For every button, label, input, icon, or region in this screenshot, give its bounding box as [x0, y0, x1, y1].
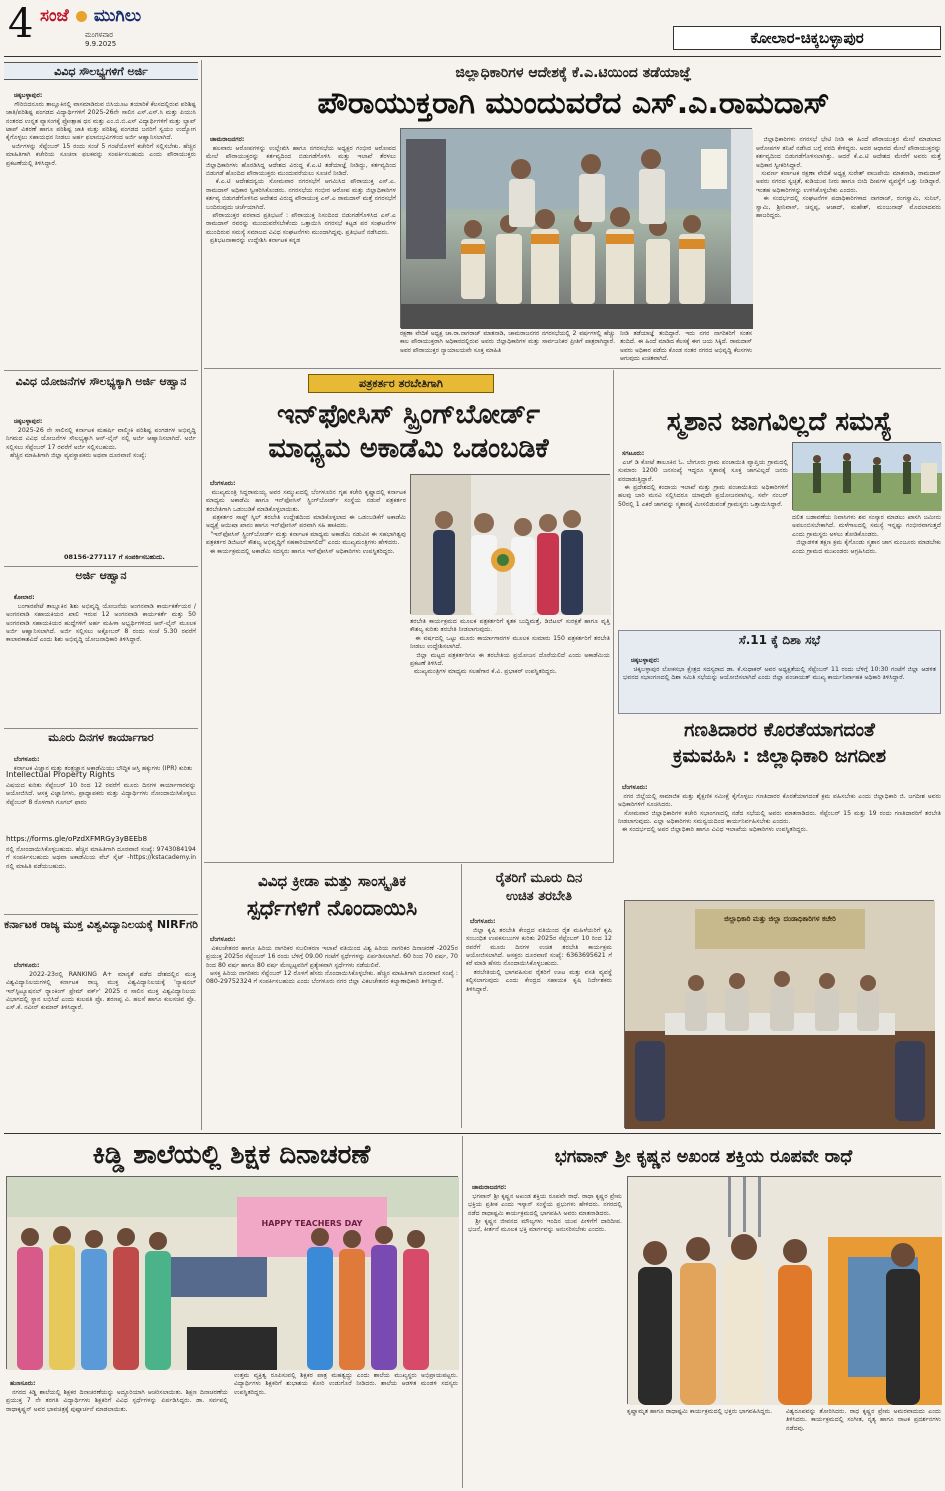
article-body: ನಗರ ಜಿಲ್ಲೆಯಲ್ಲಿ ಸಾಮಾಜಿಕ ಮತ್ತು ಶೈಕ್ಷಣಿಕ ಸಮೀಕ್ಷೆ ಕೈಗೊಳ್ಳಲು ಗಣತಿದಾರರ ಕೊರತೆಯಾಗದಂತೆ ಕ್ರಮ ವಹಿಸಬೇಕು ಎಂದು ಜಿಲ್ಲಾಧಿಕಾರಿ ಜಿ. ಜಗದೀಶ ಅವರು ಅಧಿಕಾರಿಗಳಿಗೆ ಸೂಚಿಸಿದರು. ಸೋಮವಾರ ಜಿಲ್ಲಾಧಿಕಾರಿಗಳ ಕಚೇರಿ ಸಭಾಂಗಣದಲ್ಲಿ ನಡೆದ ಸಭೆಯಲ್ಲಿ ಅವರು ಮಾತನಾಡಿದರು. ಸೆಪ್ಟೆಂಬರ್ 15 ಮತ್ತು 19 ರಂದು ಗಣತಿದಾರರಿಗೆ ತರಬೇತಿ ನೀಡಲಾಗುವುದು. ಎಲ್ಲಾ ಅಧಿಕಾರಿಗಳು ಸಮನ್ವಯದಿಂದ ಕಾರ್ಯನಿರ್ವಹಿಸಬೇಕು ಎಂದರು. ಈ ಸಂದರ್ಭದಲ್ಲಿ ಅಪರ ಜಿಲ್ಲಾಧಿಕಾರಿ ಹಾಗೂ ವಿವಿಧ ಇಲಾಖೆಯ ಅಧಿಕಾರಿಗಳು ಉಪಸ್ಥಿತರಿದ್ದರು. [618, 792, 941, 834]
teachers-group-illustration [7, 1177, 459, 1370]
sports-headline-2: ಸ್ಪರ್ಧೆಗಳಿಗೆ ನೊಂದಾಯಿಸಿ [246, 896, 418, 920]
teachers-day-banner: HAPPY TEACHERS DAY [261, 1219, 363, 1228]
lead-column-1 [206, 128, 396, 334]
sidebar-title: ಕರ್ನಾಟಕ ರಾಜ್ಯ ಮುಕ್ತ ವಿಶ್ವವಿದ್ಯಾನಿಲಯಕ್ಕೆ NIRFಗರಿ [4, 918, 198, 931]
teachers-photo [6, 1176, 458, 1369]
article-body: ಕರ್ನಾಟಕ ವಿಜ್ಞಾನ ಮತ್ತು ತಂತ್ರಜ್ಞಾನ ಅಕಾಡೆಮಿಯು ಬೌದ್ಧಿಕ ಆಸ್ತಿ ಹಕ್ಕುಗಳು (IPR) ಕುರಿತು [13, 764, 193, 772]
phone-number: 08156-277117 ಗೆ ಸಂಪರ್ಕಿಸಬಹುದು. [64, 553, 165, 561]
teachers-column-2: ಉತ್ತಮ ವ್ಯಕ್ತಿತ್ವ ರೂಪಿಸುವಲ್ಲಿ ಶಿಕ್ಷಕರ ಪಾತ್ರ ಮಹತ್ವದ್ದು ಎಂದು ಶಾಲೆಯ ಮುಖ್ಯಸ್ಥರು ಅಭಿಪ್ರಾಯಪಟ್ಟರು. ವಿದ್ಯಾರ್ಥಿಗಳು ಶಿಕ್ಷಕರಿಗೆ ಶುಭಾಶಯ ಕೋರಿ ಉಡುಗೊರೆ ನೀಡಿದರು. ಶಾಲೆಯ ಆಡಳಿತ ಮಂಡಳಿ ಸದಸ್ಯರು ಉಪಸ್ಥಿತರಿದ್ದರು. [234, 1372, 460, 1396]
ganati-body [618, 776, 941, 896]
radha-photo-caption: ಕೃಷ್ಣಾಮೃತ ಹಾಗೂ ರಾಧಾಷ್ಟಮಿ ಕಾರ್ಯಕ್ರಮದಲ್ಲಿ ಭಕ್ತರು ಭಾಗವಹಿಸಿದ್ದರು. [627, 1408, 773, 1415]
article-body: ಜಿಲ್ಲಾ ಕೃಷಿ ತರಬೇತಿ ಕೇಂದ್ರದ ವತಿಯಿಂದ ರೈತ ಮಹಿಳೆಯರಿಗೆ ಕೃಷಿ ಸಂಬಂಧಿತ ಉಪಕಸುಬುಗಳ ಕುರಿತು 2025ರ ಸೆಪ್ಟೆಂಬರ್ 10 ರಿಂದ 12 ರವರೆಗೆ ಮೂರು ದಿನಗಳ ಉಚಿತ ತರಬೇತಿ ಕಾರ್ಯಕ್ರಮ ಆಯೋಜಿಸಲಾಗಿದೆ. ಆಸಕ್ತರು ದೂರವಾಣಿ ಸಂಖ್ಯೆ: 6363695621 ಗೆ ಕರೆ ಮಾಡಿ ಹೆಸರು ನೊಂದಾಯಿಸಿಕೊಳ್ಳಬಹುದು. ತರಬೇತಿಯಲ್ಲಿ ಭಾಗವಹಿಸುವ ರೈತರಿಗೆ ಊಟ ಮತ್ತು ವಸತಿ ವ್ಯವಸ್ಥೆ ಕಲ್ಪಿಸಲಾಗುವುದು ಎಂದು ಕೇಂದ್ರದ ಸಹಾಯಕ ಕೃಷಿ ನಿರ್ದೇಶಕರು ತಿಳಿಸಿದ್ದಾರೆ. [466, 926, 612, 993]
sidebar [4, 62, 198, 1128]
paper-logo [40, 6, 175, 32]
radha-column-2: ವಿಶ್ವರೂಪವನ್ನು ತೋರಿಸಿದರು. ರಾಧ ಕೃಷ್ಣರ ಪ್ರೇಮ ಅಮರವಾದುದು ಎಂದು ತಿಳಿಸಿದರು. ಕಾರ್ಯಕ್ರಮದಲ್ಲಿ ಸಂಗೀತ, ನೃತ್ಯ ಹಾಗೂ ನಾಟಕ ಪ್ರದರ್ಶನಗಳು ನಡೆದವು. [786, 1408, 943, 1432]
dateline: ಕೋಲಾರ: [13, 594, 35, 602]
disha-notice [618, 630, 941, 714]
sidebar-item-application-heading [4, 568, 198, 584]
section-title: ಕೋಲಾರ-ಚಿಕ್ಕಬಳ್ಳಾಪುರ [750, 29, 864, 47]
article-body: ಮುಖ್ಯಮಂತ್ರಿ ಸಿದ್ದರಾಮಯ್ಯ ಅವರ ಸಮ್ಮುಖದಲ್ಲಿ ಬೆಂಗಳೂರಿನ ಗೃಹ ಕಚೇರಿ ಕೃಷ್ಣಾದಲ್ಲಿ ಕರ್ನಾಟಕ ಮಾಧ್ಯಮ ಅಕಾಡೆಮಿ ಹಾಗೂ ಇನ್‌ಫೋಸಿಸ್ ಸ್ಪ್ರಿಂಗ್‌ಬೋರ್ಡ್ ಸಂಸ್ಥೆಯ ನಡುವೆ ಪತ್ರಕರ್ತರ ತರಬೇತಿಗಾಗಿ ಒಡಂಬಡಿಕೆ ಮಾಡಿಕೊಳ್ಳಲಾಯಿತು. ಪತ್ರಕರ್ತರ ಸಾಫ್ಟ್ ಸ್ಕಿಲ್ ತರಬೇತಿ ಉದ್ದೇಶದಿಂದ ಮಾಡಿಕೊಳ್ಳಲಾದ ಈ ಒಡಂಬಡಿಕೆಗೆ ಅಕಾಡೆಮಿ ಅಧ್ಯಕ್ಷೆ ಆಯಿಷಾ ಖಾನಂ ಹಾಗೂ ಇನ್‌ಫೋಸಿಸ್ ಪರವಾಗಿ ಸಹಿ ಹಾಕಿದರು. "ಇನ್‌ಫೋಸಿಸ್ ಸ್ಪ್ರಿಂಗ್‌ಬೋರ್ಡ್ ಮತ್ತು ಕರ್ನಾಟಕ ಮಾಧ್ಯಮ ಅಕಾಡೆಮಿ ನಡುವಿನ ಈ ಸಹಭಾಗಿತ್ವವು ಪತ್ರಕರ್ತರ ಡಿಜಿಟಲ್ ಕೌಶಲ್ಯ ಅಭಿವೃದ್ಧಿಗೆ ಸಹಕಾರಿಯಾಗಲಿದೆ" ಎಂದು ಮುಖ್ಯಮಂತ್ರಿಗಳು ಹೇಳಿದರು. ಈ ಕಾರ್ಯಕ್ರಮದಲ್ಲಿ ಅಕಾಡೆಮಿ ಸದಸ್ಯರು ಹಾಗೂ ಇನ್‌ಫೋಸಿಸ್ ಅಧಿಕಾರಿಗಳು ಉಪಸ್ಥಿತರಿದ್ದರು. [206, 488, 407, 555]
dateline: ಚಿಕ್ಕಬಳ್ಳಾಪುರ: [630, 657, 660, 665]
ganati-headline-1: ಗಣತಿದಾರರ ಕೊರತೆಯಾಗದಂತೆ [684, 719, 875, 741]
lead-kicker: ಜಿಲ್ಲಾಧಿಕಾರಿಗಳ ಆದೇಶಕ್ಕೆ ಕೆ.ಎ.ಟಿಯಿಂದ ತಡೆಯಾಜ್ಞೆ [455, 65, 692, 81]
radha-photo [627, 1176, 941, 1404]
paper-name-a: ಸಂಜೆ [40, 6, 69, 26]
smashana-column-1 [618, 442, 788, 562]
radha-column-1 [468, 1176, 622, 1486]
story-tag-label: ಪತ್ರಕರ್ತರ ತರಬೇತಿಗಾಗಿ [359, 377, 443, 390]
dateline: ಚಾಮರಾಜನಗರ: [471, 1184, 507, 1192]
article-body: 2025-26 ನೇ ಸಾಲಿನಲ್ಲಿ ಕರ್ನಾಟಕ ಮಹರ್ಷಿ ವಾಲ್ಮೀಕಿ ಪರಿಶಿಷ್ಟ ಪಂಗಡಗಳ ಅಭಿವೃದ್ಧಿ ನಿಗಮದ ವಿವಿಧ ಯೋಜನೆಗಳ ಸೌಲಭ್ಯಕ್ಕಾಗಿ ಆನ್-ಲೈನ್ ನಲ್ಲಿ ಅರ್ಜಿ ಆಹ್ವಾನಿಸಲಾಗಿದೆ. ಅರ್ಜಿ ಸಲ್ಲಿಸಲು ಸೆಪ್ಟೆಂಬರ್ 17 ರವರೆಗೆ ಅರ್ಜಿ ಸಲ್ಲಿಸಬಹುದು. ಹೆಚ್ಚಿನ ಮಾಹಿತಿಗಾಗಿ ಜಿಲ್ಲಾ ವ್ಯವಸ್ಥಾಪಕರು ಅಥವಾ ದೂರವಾಣಿ ಸಂಖ್ಯೆ: [6, 426, 196, 460]
article-body: ಭಗವಾನ್ ಶ್ರೀ ಕೃಷ್ಣನ ಅಖಂಡ ಶಕ್ತಿಯ ರೂಪವೇ ರಾಧೆ. ರಾಧಾ ಕೃಷ್ಣರ ಪ್ರೇಮ ಭಕ್ತಿಯ ಪ್ರತೀಕ ಎಂದು ಇಸ್ಕಾನ್ ಸಂಸ್ಥೆಯ ಪ್ರಭುಗಳು ಹೇಳಿದರು. ನಗರದಲ್ಲಿ ನಡೆದ ರಾಧಾಷ್ಟಮಿ ಕಾರ್ಯಕ್ರಮದಲ್ಲಿ ಭಾಗವಹಿಸಿ ಅವರು ಮಾತನಾಡಿದರು. ಶ್ರೀ ಕೃಷ್ಣನ ಜೀವನದ ಮೌಲ್ಯಗಳು ಇಂದಿನ ಯುವ ಪೀಳಿಗೆಗೆ ದಾರಿದೀಪ. ಭಜನೆ, ಕೀರ್ತನೆ ಮೂಲಕ ಭಕ್ತಿ ಮಾರ್ಗವನ್ನು ಅನುಸರಿಸಬೇಕು ಎಂದರು. [468, 1192, 622, 1234]
devotees-photo-illustration [628, 1177, 942, 1405]
farmers-body [466, 910, 612, 1124]
sports-body [206, 928, 458, 1124]
sports-headline-1: ವಿವಿಧ ಕ್ರೀಡಾ ಮತ್ತು ಸಾಂಸ್ಕೃತಿಕ [258, 872, 406, 890]
section-banner [673, 26, 941, 50]
smashana-column-2: ದಲಿತ ಬಡಾವಣೆಯ ನಿವಾಸಿಗಳು ಶವ ಸಂಸ್ಕಾರ ಮಾಡಲು ಖಾಸಗಿ ಜಮೀನು ಅವಲಂಬಿಸಬೇಕಾಗಿದೆ. ಮಳೆಗಾಲದಲ್ಲಿ ಸಮಸ್ಯೆ ಇನ್ನಷ್ಟು ಗಂಭೀರವಾಗುತ್ತದೆ ಎಂದು ಗ್ರಾಮಸ್ಥರು ಅಳಲು ತೋಡಿಕೊಂಡರು. ಜಿಲ್ಲಾಡಳಿತ ತಕ್ಷಣ ಕ್ರಮ ಕೈಗೊಂಡು ಸ್ಮಶಾನ ಜಾಗ ಮಂಜೂರು ಮಾಡಬೇಕು ಎಂದು ಗ್ರಾಮದ ಮುಖಂಡರು ಆಗ್ರಹಿಸಿದರು. [792, 514, 942, 555]
infosys-photo [410, 474, 610, 614]
article-body: ಎಚ್ ಡಿ ಕೋಟೆ ತಾಲೂಕಿನ ಓ. ಬೇಗೂರು ಗ್ರಾಮ ಪಂಚಾಯಿತಿ ವ್ಯಾಪ್ತಿಯ ಗ್ರಾಮದಲ್ಲಿ ಸುಮಾರು 1200 ಜನಸಂಖ್ಯೆ ಇದ್ದರೂ ಸ್ಮಶಾನಕ್ಕೆ ಸೂಕ್ತ ಜಾಗವಿಲ್ಲದೆ ಜನರು ಪರದಾಡುತ್ತಿದ್ದಾರೆ. ಈ ಪ್ರದೇಶದಲ್ಲಿ ಕಂದಾಯ ಇಲಾಖೆ ಮತ್ತು ಗ್ರಾಮ ಪಂಚಾಯಿತಿಯ ಅಧಿಕಾರಿಗಳಿಗೆ ಹಲವು ಬಾರಿ ಮನವಿ ಸಲ್ಲಿಸಿದರೂ ಯಾವುದೇ ಪ್ರಯೋಜನವಾಗಿಲ್ಲ. ಸರ್ವೆ ನಂಬರ್ 50ರಲ್ಲಿ 1 ಎಕರೆ ಜಾಗವನ್ನು ಸ್ಮಶಾನಕ್ಕೆ ಮೀಸಲಿಡುವಂತೆ ಗ್ರಾಮಸ್ಥರು ಒತ್ತಾಯಿಸಿದ್ದಾರೆ. [618, 458, 789, 508]
sidebar-article [6, 586, 196, 726]
office-sign: ಜಿಲ್ಲಾಧಿಕಾರಿ ಮತ್ತು ಜಿಲ್ಲಾ ದಂಡಾಧಿಕಾರಿಗಳ ಕಚೇರಿ [724, 915, 836, 923]
article-body: ಜಿಲ್ಲಾಧಿಕಾರಿಗಳು ನಗರಸಭೆ ಭೇಟಿ ನೀಡಿ ಈ ಹಿಂದೆ ಪೌರಾಯುಕ್ತರ ಮೇಲೆ ಮಾಡಲಾದ ಆರೋಪಗಳ ತನಿಖೆ ನಡೆಸಿದ ಬಗ್ಗೆ ವರದಿ ಕೇಳಿದ್ದರು. ಅದರ ಆಧಾರದ ಮೇಲೆ ಪೌರಾಯುಕ್ತರನ್ನು ಕರ್ತವ್ಯದಿಂದ ಬಿಡುಗಡೆಗೊಳಿಸಲಾಗಿತ್ತು. ಆದರೆ ಕೆ.ಎ.ಟಿ ಆದೇಶದ ಮೇರೆಗೆ ಅವರು ಮತ್ತೆ ಅಧಿಕಾರ ಸ್ವೀಕರಿಸಿದ್ದಾರೆ. ಸುವರ್ಣ ಕರ್ನಾಟಕ ರಕ್ಷಣಾ ವೇದಿಕೆ ಅಧ್ಯಕ್ಷ ಸುರೇಶ್ ವಾಜಪೇಯಿ ಮಾತನಾಡಿ, ರಾಮದಾಸ್ ಅವರು ನಗರದ ಸ್ವಚ್ಛತೆ, ಕುಡಿಯುವ ನೀರು ಹಾಗೂ ಬೀದಿ ದೀಪಗಳ ವ್ಯವಸ್ಥೆಗೆ ಒತ್ತು ನೀಡಿದ್ದಾರೆ. ಇಂತಹ ಅಧಿಕಾರಿಗಳನ್ನು ಉಳಿಸಿಕೊಳ್ಳಬೇಕು ಎಂದರು. ಈ ಸಂದರ್ಭದಲ್ಲಿ ಸಂಘಟನೆಗಳ ಪದಾಧಿಕಾರಿಗಳಾದ ನಾಗರಾಜ್, ರಂಗಸ್ವಾಮಿ, ಸುನಿಲ್, ಸ್ವಾಮಿ, ಶ್ರೀನಿವಾಸ್, ಚನ್ನಪ್ಪ, ಆಜಾದ್, ಮಹೇಶ್, ಮಂಜುನಾಥ್ ಮೊದಲಾದವರು ಹಾಜರಿದ್ದರು. [756, 136, 942, 220]
protest-photo-illustration [401, 129, 753, 329]
article-body: ನಲ್ಲಿ ನೋಂದಾಯಿಸಿಕೊಳ್ಳಬಹುದು. ಹೆಚ್ಚಿನ ಮಾಹಿತಿಗಾಗಿ ದೂರವಾಣಿ ಸಂಖ್ಯೆ: 9743084194 ಗೆ ಸಂಪರ್ಕಿಸಬಹುದು ಅಥವಾ ಅಕಾಡೆಮಿಯ ವೆಬ್ ಸೈಟ್ -https://kstacademy.in ನಲ್ಲಿ ಮಾಹಿತಿ ಪಡೆಯಬಹುದು. [6, 846, 198, 870]
sidebar-item-university-heading [4, 917, 198, 951]
field-photo-illustration [793, 443, 942, 511]
disha-title: ಸೆ.11 ಕ್ಕೆ ದಿಶಾ ಸಭೆ [738, 633, 821, 647]
dateline: ಬೆಂಗಳೂರು: [13, 962, 40, 970]
sidebar-title: ಮೂರು ದಿನಗಳ ಕಾರ್ಯಾಗಾರ [48, 731, 154, 744]
smashana-headline: ಸ್ಮಶಾನ ಜಾಗವಿಲ್ಲದೆ ಸಮಸ್ಯೆ [666, 407, 893, 437]
lead-photo-caption: ರಕ್ಷಣಾ ವೇದಿಕೆ ಅಧ್ಯಕ್ಷ ಚಾ.ರಾ.ನಾಗರಾಜ್ ಮಾತನಾಡಿ, ಚಾಮರಾಜನಗರ ನಗರಸಭೆಯಲ್ಲಿ 2 ವರ್ಷಗಳಲ್ಲಿ ಹೆಚ್ಚು ಕಾಲ ಪೌರಾಯುಕ್ತರಾಗಿ ಅಧಿಕಾರದಲ್ಲಿರುವ ಅವರು ಜಿಲ್ಲಾಧಿಕಾರಿಗಳ ಮತ್ತು ಸಾರ್ವಜನಿಕರ ಪ್ರೀತಿಗೆ ಪಾತ್ರರಾಗಿದ್ದಾರೆ. ಅವರ ಪೌರಾಯುಕ್ತರ ನ್ಯಾಯಾಲಯವೇ ಸೂಕ್ತ ಮಾಹಿತಿ [400, 330, 617, 354]
ganati-headline-2: ಕ್ರಮವಹಿಸಿ : ಜಿಲ್ಲಾಧಿಕಾರಿ ಜಗದೀಶ [672, 745, 887, 767]
dateline: ಹುಣಸೂರು: [9, 1380, 36, 1388]
radha-headline: ಭಗವಾನ್ ಶ್ರೀ ಕೃಷ್ಣನ ಅಖಂಡ ಶಕ್ತಿಯ ರೂಪವೇ ರಾಧೆ [554, 1147, 853, 1167]
article-body: ನಗರದ ಕಿಡ್ಡಿ ಶಾಲೆಯಲ್ಲಿ ಶಿಕ್ಷಕರ ದಿನಾಚರಣೆಯನ್ನು ಅದ್ದೂರಿಯಾಗಿ ಆಚರಿಸಲಾಯಿತು. ಶಿಕ್ಷಣ ದಿನಾಚರಣೆಯ ಪ್ರಯುಕ್ತ 7 ನೇ ತರಗತಿ ವಿದ್ಯಾರ್ಥಿಗಳು ಶಿಕ್ಷಕರಿಗೆ ವಿವಿಧ ಸ್ಪರ್ಧೆಗಳನ್ನು ಏರ್ಪಡಿಸಿದ್ದರು. ಡಾ. ಸರ್ವಪಲ್ಲಿ ರಾಧಾಕೃಷ್ಣನ್ ಅವರ ಭಾವಚಿತ್ರಕ್ಕೆ ಪುಷ್ಪಾರ್ಚನೆ ಮಾಡಲಾಯಿತು. [6, 1388, 230, 1413]
masthead [0, 0, 945, 52]
dateline: ಬೆಂಗಳೂರು: [621, 784, 648, 792]
disha-body [623, 649, 936, 709]
mou-photo-illustration [411, 475, 611, 615]
issue-date: 9.9.2025 [85, 40, 117, 48]
lead-headline: ಪೌರಾಯುಕ್ತರಾಗಿ ಮುಂದುವರೆದ ಎಸ್.ಎ.ರಾಮದಾಸ್ [317, 86, 830, 121]
smashana-photo [792, 442, 941, 510]
article-body: ಹಲವಾರು ಆರೋಪಗಳನ್ನು ಉಲ್ಲೇಖಿಸಿ ಹಾಗೂ ನಗರಸಭೆಯ ಅಧ್ಯಕ್ಷರ ಗಂಭೀರ ಆರೋಪದ ಮೇಲೆ ಪೌರಾಯುಕ್ತರನ್ನು ಕರ್ತವ್ಯದಿಂದ ಬಿಡುಗಡೆಗೊಳಿಸಿ ಮತ್ತು ಇಲಾಖೆ ತೆರಳಲು ಜಿಲ್ಲಾಧಿಕಾರಿಗಳು ಹೊರಡಿಸಿದ್ದ ಆದೇಶದ ವಿರುದ್ಧ ಕೆ.ಎ.ಟಿ ತಡೆಯಾಜ್ಞೆ ನೀಡಿದ್ದು, ಕರ್ತವ್ಯದಿಂದ ಬಿಡುಗಡೆ ಹೊಂದಿದ ಪೌರಾಯುಕ್ತರು ಮುಂದುವರೆಯಲು ಸೂಚನೆ ನೀಡಿದೆ. ಕೆ.ಎ.ಟಿ ಆದೇಶದನ್ವಯ ಸೋಮವಾರ ನಗರಸಭೆಗೆ ಆಗಮಿಸಿದ ಪೌರಾಯುಕ್ತ ಎಸ್.ಎ. ರಾಮದಾಸ್ ಅಧಿಕಾರ ಸ್ವೀಕರಿಸಿಕೊಂಡರು. ನಗರಸಭೆಯ ಗಂಭೀರ ಆರೋಪ ಮತ್ತು ಜಿಲ್ಲಾಧಿಕಾರಿಗಳ ಕರ್ತವ್ಯ ಬಿಡುಗಡೆಗೊಳಿಸಿದ ಆದೇಶದ ವಿರುದ್ಧ ಪೌರಾಯುಕ್ತ ಎಸ್.ಎ ರಾಮದಾಸ್ ಮತ್ತೆ ನಗರಸಭೆಗೆ ಬಂದಿರುವುದು ಚರ್ಚೆಯಾಗಿದೆ. ಪೌರಾಯುಕ್ತರ ಪರವಾದ ಪ್ರತಿಭಟನೆ : ಪೌರಾಯುಕ್ತ ನಿಸಂದಿಂದ ಬಿಡುಗಡೆಗೊಳಿಸಿದ ಎಸ್.ಎ ರಾಮದಾಸ್ ರವರನ್ನು ಮುಂದುವರೆಸಬೇಕೆಂದು ಒತ್ತಾಯಿಸಿ ನಗರಸಭೆ ಕಟ್ಟಡ ಪರ ಸಂಘಟನೆಗಳ ಮುಂದಿರುವ ಸಮಸ್ಯೆ ಸಮಾಜದ ವಿವಿಧ ಸಂಘಟನೆಗಳು ಮುಂದಾಗಿದ್ದವು. ಪ್ರತಿಭಟನೆ ನಡೆಸಿದರು. ಪ್ರತಿಭಟನಾಕಾರನ್ನು ಉದ್ದೇಶಿಸಿ ಕರ್ನಾಟಕ ಕನ್ನಡ [206, 144, 396, 245]
sidebar-item-facilities-heading [4, 62, 198, 80]
farmers-headline-1: ರೈತರಿಗೆ ಮೂರು ದಿನ [495, 871, 583, 886]
registration-link[interactable]: https://forms.gle/oPzdXFMRGy3yBEEb8 [6, 834, 148, 843]
infosys-column-1 [206, 472, 406, 857]
teachers-headline: ಕಿಡ್ಡಿ ಶಾಲೆಯಲ್ಲಿ ಶಿಕ್ಷಕ ದಿನಾಚರಣೆ [92, 1140, 371, 1170]
meeting-photo-illustration [625, 901, 935, 1129]
article-body: ಚಿಕ್ಕಬಳ್ಳಾಪುರ ಲೋಕಸಭಾ ಕ್ಷೇತ್ರದ ಸದಸ್ಯರಾದ ಡಾ. ಕೆ.ಸುಧಾಕರ್ ಅವರ ಅಧ್ಯಕ್ಷತೆಯಲ್ಲಿ ಸೆಪ್ಟೆಂಬರ್ 11 ರಂದು ಬೆಳಿಗ್ಗೆ 10:30 ಗಂಟೆಗೆ ಜಿಲ್ಲಾ ಆಡಳಿತ ಭವನದ ಸಭಾಂಗಣದಲ್ಲಿ ದಿಶಾ ಸಮಿತಿ ಸಭೆಯನ್ನು ಆಯೋಜಿಸಲಾಗಿದೆ ಎಂದು ಜಿಲ್ಲಾ ಪಂಚಾಯತ್ ಮುಖ್ಯ ಕಾರ್ಯನಿರ್ವಾಹಕ ಅಧಿಕಾರಿ ತಿಳಿಸಿದ್ದಾರೆ. [623, 665, 938, 682]
infosys-headline-2: ಮಾಧ್ಯಮ ಅಕಾಡೆಮಿ ಒಡಂಬಡಿಕೆ [268, 433, 549, 464]
page-number: 4 [8, 1, 34, 47]
sidebar-item-schemes-heading [4, 374, 198, 406]
ipr-text: Intellectual Property Rights [6, 770, 115, 779]
article-body: ವಿಕಲಚೇತನರ ಹಾಗೂ ಹಿರಿಯ ನಾಗರಿಕರ ಸಬಲೀಕರಣ ಇಲಾಖೆ ವತಿಯಿಂದ ವಿಶ್ವ ಹಿರಿಯ ನಾಗರಿಕರ ದಿನಾಚರಣೆ -2025ರ ಪ್ರಯುಕ್ತ 2025ರ ಸೆಪ್ಟೆಂಬರ್ 16 ರಂದು ಬೆಳಿಗ್ಗೆ 09.00 ಗಂಟೆಗೆ ಸ್ಪರ್ಧೆಗಳನ್ನು ಏರ್ಪಡಿಸಲಾಗಿದೆ. 60 ರಿಂದ 70 ವರ್ಷ, 70 ರಿಂದ 80 ವರ್ಷ ಹಾಗೂ 80 ವರ್ಷ ಮೇಲ್ಪಟ್ಟವರಿಗೆ ಪ್ರತ್ಯೇಕವಾಗಿ ಸ್ಪರ್ಧೆಗಳು ನಡೆಯಲಿವೆ. ಆಸಕ್ತ ಹಿರಿಯ ನಾಗರಿಕರು ಸೆಪ್ಟೆಂಬರ್ 12 ರೊಳಗೆ ಹೆಸರು ನೊಂದಾಯಿಸಿಕೊಳ್ಳಬೇಕು. ಹೆಚ್ಚಿನ ಮಾಹಿತಿಗಾಗಿ ದೂರವಾಣಿ ಸಂಖ್ಯೆ : 080-29752324 ಗೆ ಸಂಪರ್ಕಿಸಬಹುದು ಎಂದು ಬೆಂಗಳೂರು ನಗರ ಜಿಲ್ಲಾ ವಿಕಲಚೇತನರ ಕಲ್ಯಾಣಾಧಿಕಾರಿ ತಿಳಿಸಿದ್ದಾರೆ. [206, 944, 459, 986]
dateline: ಬೆಂಗಳೂರು: [209, 936, 236, 944]
lead-photo [400, 128, 752, 328]
issue-day: ಮಂಗಳವಾರ [85, 31, 114, 39]
sidebar-title: ವಿವಿಧ ಯೋಜನೆಗಳ ಸೌಲಭ್ಯಕ್ಕಾಗಿ ಅರ್ಜಿ ಆಹ್ವಾನ [15, 375, 187, 388]
sun-icon [76, 11, 87, 22]
dateline: ಬೆಂಗಳೂರು: [13, 756, 40, 764]
dateline: ಬೆಂಗಳೂರು: [209, 480, 236, 488]
dateline: ಚಿಕ್ಕಬಳ್ಳಾಪುರ: [13, 418, 43, 426]
teachers-column-1 [6, 1372, 228, 1487]
dateline: ಸಗಟೂರು: [621, 450, 645, 458]
dateline: ಚಾಮರಾಜನಗರ: [209, 136, 245, 144]
infosys-headline-1: ಇನ್‌ಫೋಸಿಸ್ ಸ್ಪ್ರಿಂಗ್‌ಬೋರ್ಡ್ [276, 399, 541, 430]
sidebar-title: ಅರ್ಜಿ ಆಹ್ವಾನ [75, 569, 127, 582]
article-body: ಬಂಗಾರಪೇಟೆ ತಾಲ್ಲೂಕಿನ ಶಿಶು ಅಭಿವೃದ್ಧಿ ಯೋಜನೆಯ ಅಂಗನವಾಡಿ ಕಾರ್ಯಕರ್ತೆಯರ / ಅಂಗನವಾಡಿ ಸಹಾಯಕಿಯರ ಖಾಲಿ ಇರುವ 12 ಅಂಗನವಾಡಿ ಕಾರ್ಯಕರ್ತೆ ಮತ್ತು 50 ಅಂಗನವಾಡಿ ಸಹಾಯಕಿಯರ ಹುದ್ದೆಗಳಿಗೆ ಅರ್ಹ ಮಹಿಳಾ ಅಭ್ಯರ್ಥಿಗಳಿಂದ ಆನ್-ಲೈನ್ ಮೂಲಕ ಅರ್ಜಿ ಆಹ್ವಾನಿಸಲಾಗಿದೆ. ಅರ್ಜಿ ಸಲ್ಲಿಸಲು ಅಕ್ಟೋಬರ್ 8 ರಂದು ಸಂಜೆ 5.30 ರವರೆಗೆ ಕಾಲಾವಕಾಶವಿದೆ ಎಂದು ಶಿಶು ಅಭಿವೃದ್ಧಿ ಯೋಜನಾಧಿಕಾರಿ ತಿಳಿಸಿದ್ದಾರೆ. [6, 602, 198, 644]
article-body: ಗೌರಿಬಿದನೂರು ತಾಲ್ಲೂಕಿನಲ್ಲಿ ವಾಸಮಾಡಿರುವ ಬಿಸಿಯೂಟ ತಯಾರಿಕೆ ಕೆಲಸದಲ್ಲಿರುವ ಪರಿಶಿಷ್ಟ ಜಾತಿ/ಪರಿಶಿಷ್ಟ ಪಂಗಡದ ವಿದ್ಯಾರ್ಥಿಗಳಿಗೆ 2025-26ನೇ ಸಾಲಿನ ಎಸ್.ಎಸ್.ಸಿ ಮತ್ತು ಪಿಯುಸಿ ನಂತರದ ಉನ್ನತ ವ್ಯಾಸಂಗಕ್ಕೆ ಪ್ರೋತ್ಸಾಹ ಧನ ಮತ್ತು ಎಂ.ಬಿ.ಬಿ.ಎಸ್ ವಿದ್ಯಾರ್ಥಿಗಳಿಗೆ ಮತ್ತು ಲ್ಯಾಪ್ ಟಾಪ್ ವಿತರಣೆ ಹಾಗೂ ಪರಿಶಿಷ್ಟ ಜಾತಿ ಮತ್ತು ಪರಿಶಿಷ್ಟ ಪಂಗಡದ ಜನರಿಗೆ ಸ್ವಯಂ ಉದ್ಯೋಗ ಕೈಗೊಳ್ಳಲು ಸಹಾಯಧನ ನೀಡಲು ಅರ್ಹ ಫಲಾನುಭವಿಗಳಿಂದ ಅರ್ಜಿ ಆಹ್ವಾನಿಸಲಾಗಿದೆ. ಅರ್ಜಿಗಳನ್ನು ಸೆಪ್ಟೆಂಬರ್ 15 ರಂದು ಸಂಜೆ 5 ಗಂಟೆಯೊಳಗೆ ಕಚೇರಿಗೆ ಸಲ್ಲಿಸಬೇಕು. ಹೆಚ್ಚಿನ ಮಾಹಿತಿಗಾಗಿ ಕಚೇರಿಯ ಸೂಚನಾ ಫಲಕವನ್ನು ಸಂಪರ್ಕಿಸಬಹುದು ಎಂದು ಪೌರಾಯುಕ್ತರು ಪ್ರಕಟಣೆಯಲ್ಲಿ ತಿಳಿಸಿದ್ದಾರೆ. [6, 100, 196, 167]
article-body: ವಿಷಯದ ಕುರಿತು ಸೆಪ್ಟೆಂಬರ್ 10 ರಿಂದ 12 ರವರೆಗೆ ಮೂರು ದಿನಗಳ ಕಾರ್ಯಾಗಾರವನ್ನು ಆಯೋಜಿಸಿದೆ. ಆಸಕ್ತ ವಿಜ್ಞಾನಿಗಳು, ಪ್ರಾಧ್ಯಾಪಕರು ಮತ್ತು ವಿದ್ಯಾರ್ಥಿಗಳು ನೋಂದಾಯಿಸಿಕೊಳ್ಳಲು ಸೆಪ್ಟೆಂಬರ್ 8 ರೊಳಗಾಗಿ ಗೂಗಲ್ ಫಾರಂ [6, 782, 198, 806]
paper-name-b: ಮುಗಿಲು [93, 6, 142, 26]
sidebar-article [6, 954, 196, 1128]
sidebar-item-workshop-heading [4, 730, 198, 746]
lead-column-3 [756, 128, 941, 366]
farmers-headline-2: ಉಚಿತ ತರಬೇತಿ [506, 889, 572, 904]
dateline: ಬೆಂಗಳೂರು: [469, 918, 496, 926]
sidebar-title: ವಿವಿಧ ಸೌಲಭ್ಯಗಳಿಗೆ ಅರ್ಜಿ [54, 65, 148, 78]
sidebar-article [6, 84, 196, 366]
article-body: 2022-23ರಲ್ಲಿ RANKING A+ ಮಾನ್ಯತೆ ಪಡೆದ ದೇಶದಲ್ಲಿನ ಮುಕ್ತ ವಿಶ್ವವಿದ್ಯಾನಿಲಯಗಳಲ್ಲಿ ಕರ್ನಾಟಕ ರಾಜ್ಯ ಮುಕ್ತ ವಿಶ್ವವಿದ್ಯಾನಿಲಯಕ್ಕೆ 'ನ್ಯಾಷನಲ್ ಇನ್‌ಸ್ಟಿಟ್ಯೂಷನಲ್ ರ್‍ಯಾಂಕಿಂಗ್ ಫ್ರೇಮ್ ವರ್ಕ್' 2025 ರ ಸಾಲಿನ ಮುಕ್ತ ವಿಶ್ವವಿದ್ಯಾನಿಲಯ ವಿಭಾಗದಲ್ಲಿ ಸ್ಥಾನ ಲಭಿಸಿದೆ ಎಂದು ಕುಲಪತಿ ಪ್ರೊ. ಶರಣಪ್ಪ ವಿ. ಹಲಸೆ ಹಾಗೂ ಕುಲಸಚಿವ ಪ್ರೊ. ಎಸ್.ಕೆ. ನವೀನ್ ಕುಮಾರ್ ತಿಳಿಸಿದ್ದಾರೆ. [6, 970, 198, 1012]
sidebar-article [6, 748, 196, 770]
ganati-photo [624, 900, 934, 1128]
dateline: ಚಿಕ್ಕಬಳ್ಳಾಪುರ: [13, 92, 43, 100]
story-tag [308, 374, 494, 393]
sidebar-article [6, 410, 196, 562]
lead-column-2: ನೀಡಿ ತಡೆಯಾಜ್ಞೆ ತಂದಿದ್ದಾರೆ. ಇದು ನಗರ ನಾಗರಿಕರಿಗೆ ಸಂತಸ ತಂದಿದೆ. ಈ ಹಿಂದೆ ಮಾಡಿದ ಕೆಲಸಕ್ಕೆ ಈಗ ಜಯ ಸಿಕ್ಕಿದೆ. ರಾಮದಾಸ್ ಅವರು ಅಧಿಕಾರ ಪಡೆದು ಕೊಂಡ ನಂತರ ನಗರದ ಅಭಿವೃದ್ಧಿ ಕೆಲಸಗಳು ಆಗುವುದು ಖಚಿತವಾಗಿದೆ. [620, 330, 754, 363]
infosys-column-2: ತರಬೇತಿ ಕಾರ್ಯಕ್ರಮದ ಮೂಲಕ ಪತ್ರಕರ್ತರಿಗೆ ಕೃತಕ ಬುದ್ಧಿಮತ್ತೆ, ಡಿಜಿಟಲ್ ಸುರಕ್ಷತೆ ಹಾಗೂ ವೃತ್ತಿ ಕೌಶಲ್ಯ ಕುರಿತು ತರಬೇತಿ ನೀಡಲಾಗುವುದು. ಈ ವರ್ಷದಲ್ಲಿ ಒಟ್ಟು ಮೂರು ಕಾರ್ಯಾಗಾರಗಳ ಮೂಲಕ ಸುಮಾರು 150 ಪತ್ರಕರ್ತರಿಗೆ ತರಬೇತಿ ನೀಡಲು ಉದ್ದೇಶಿಸಲಾಗಿದೆ. ಜಿಲ್ಲಾ ಮಟ್ಟದ ಪತ್ರಕರ್ತರಿಗೂ ಈ ತರಬೇತಿಯ ಪ್ರಯೋಜನ ದೊರೆಯಲಿದೆ ಎಂದು ಅಕಾಡೆಮಿಯ ಪ್ರಕಟಣೆ ತಿಳಿಸಿದೆ. ಮುಖ್ಯಮಂತ್ರಿಗಳ ಮಾಧ್ಯಮ ಸಲಹೆಗಾರ ಕೆ.ವಿ. ಪ್ರಭಾಕರ್ ಉಪಸ್ಥಿತರಿದ್ದರು. [410, 618, 610, 676]
